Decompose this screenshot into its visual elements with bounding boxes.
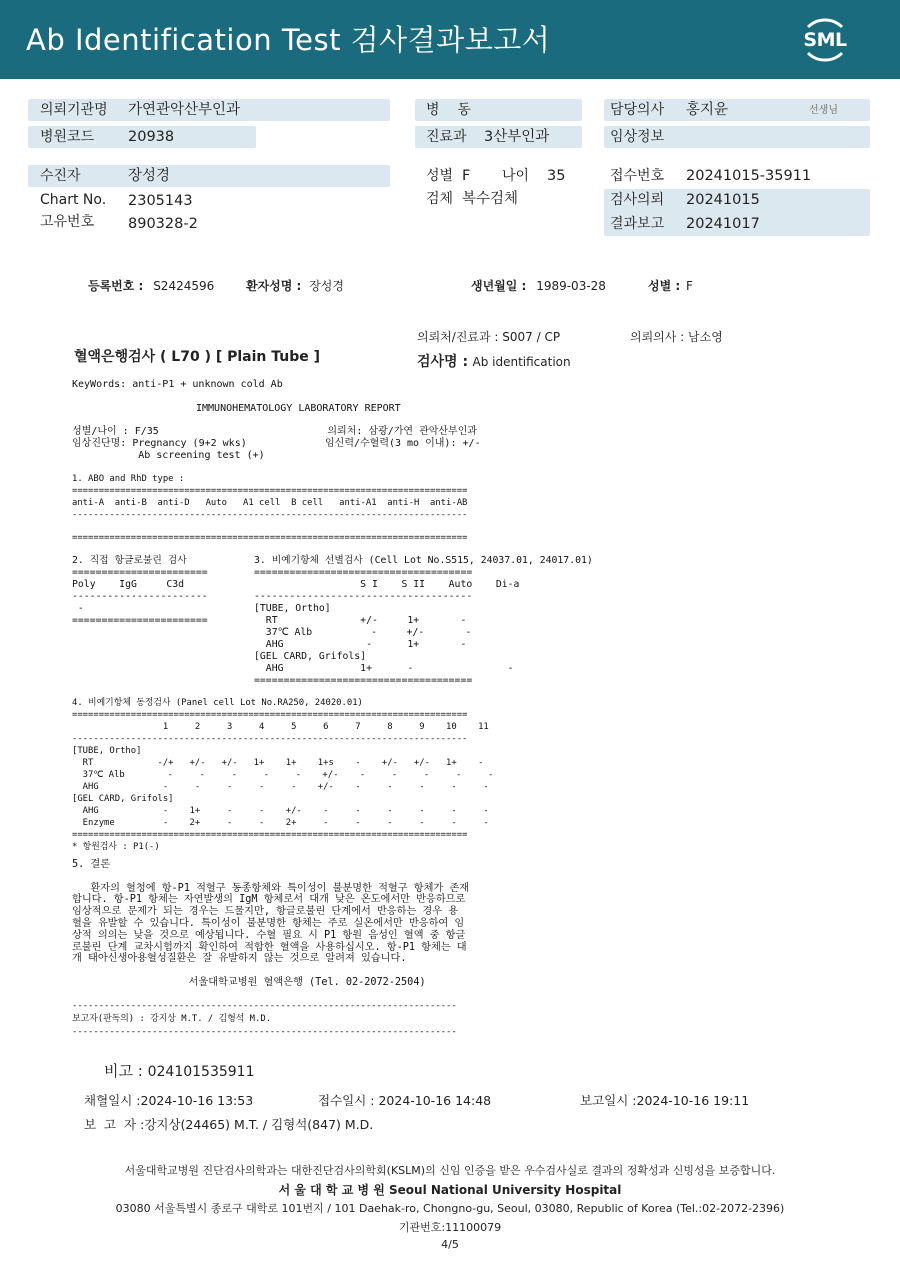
receipt-label: 접수일시 : xyxy=(318,1093,375,1108)
remark-value: 024101535911 xyxy=(147,1064,255,1080)
reg-no-label: 등록번호 : xyxy=(88,279,144,293)
institution-value: 가연관악산부인과 xyxy=(128,102,241,118)
patient-label: 수진자 xyxy=(40,168,81,184)
chart-label: Chart No. xyxy=(40,192,107,208)
report-title: Ab Identification Test 검사결과보고서 xyxy=(26,23,551,57)
sex-value: F xyxy=(462,168,471,184)
screening-block: 3. 비예기항체 선별검사 (Cell Lot No.S515, 24037.01, 24017.01) ===================================== S I S II Auto Di-a ------------------------------------- [TUBE, Ortho] RT +/- 1+ - 37℃ Alb - +/- - AHG - 1+ - [GEL CARD, Grifols] AHG 1+ - - ===================================== xyxy=(254,555,593,686)
organization-number: 기관번호:11100079 xyxy=(398,1221,502,1234)
abo-block: 1. ABO and RhD type : ========================================================================== anti-A anti-B anti-D Auto A1 cell B cell anti-A1 anti-H anti-AB -------------------------------------------------------------------------- xyxy=(72,474,468,520)
hospital-address: 03080 서울특별시 종로구 대학로 101번지 / 101 Daehak-ro, Chongno-gu, Seoul, 03080, Republic of Korea (Tel.:02-2072-2396) xyxy=(115,1202,785,1215)
receipt-value: 2024-10-16 14:48 xyxy=(378,1093,492,1108)
certification-line: 서울대학교병원 진단검사의학과는 대한진단검사의학회(KSLM)의 신임 인증을 받은 우수검사실로 결과의 정확성과 신빙성을 보증합니다. xyxy=(124,1164,776,1177)
doctor-value: 홍지윤 xyxy=(686,102,729,118)
hospital-code-value: 20938 xyxy=(128,129,175,145)
dept-line: 의뢰처/진료과 : S007 / CP xyxy=(417,330,561,344)
age-label: 나이 xyxy=(502,168,530,184)
patient-value: 장성경 xyxy=(128,168,171,184)
dept-label: 진료과 xyxy=(426,129,467,145)
remark-line xyxy=(104,1060,254,1081)
panel-block: 4. 비예기항체 동정검사 (Panel cell Lot No.RA250, 24020.01) ========================================================================== 1 2 3 4 5 6 7 8 9 10 11 -------------------------------------------------------------------------- [TUBE, Ortho] RT -/+ +/- +/- 1+ 1+ 1+s - +/- +/- 1+ - 37℃ Alb - - - - - +/- - - - - - AHG - - - - - +/- - - - - - [GEL CARD, Grifols] AHG - 1+ - - +/- - - - - - - Enzyme - 2+ - - 2+ - - - - - - ========================================================================== * 항원검사 : P1(-) xyxy=(72,698,494,852)
separator-line: ========================================================================== xyxy=(72,533,468,543)
dob-value: 1989-03-28 xyxy=(536,279,606,293)
collect-value: 2024-10-16 13:53 xyxy=(140,1093,254,1108)
remark-label: 비고 : xyxy=(104,1062,143,1080)
uid-value: 890328-2 xyxy=(128,216,198,232)
dat-block: 2. 직접 항글로불린 검사 ======================= Poly IgG C3d ----------------------- - ======================= xyxy=(72,555,208,626)
reg-no-line xyxy=(88,277,214,294)
accession-value: 20241015-35911 xyxy=(686,168,812,184)
dob-label: 생년월일 : xyxy=(471,279,527,293)
scan-sex-label: 성별 : xyxy=(648,279,681,293)
patient-bar xyxy=(28,165,390,187)
report-time-label: 보고일시 : xyxy=(580,1093,637,1108)
collect-label: 채혈일시 : xyxy=(84,1093,141,1108)
specimen-label: 검체 xyxy=(426,191,454,207)
report-date-value: 20241017 xyxy=(686,216,760,232)
ward-label: 병 동 xyxy=(426,102,471,118)
report-date-label: 결과보고 xyxy=(610,216,665,232)
lab-report-title: IMMUNOHEMATOLOGY LABORATORY REPORT xyxy=(196,403,401,414)
scan-sex-value: F xyxy=(686,279,693,293)
age-value: 35 xyxy=(547,168,566,184)
collect-line xyxy=(84,1091,253,1109)
patient-name-line xyxy=(246,277,344,294)
report-time-value: 2024-10-16 19:11 xyxy=(636,1093,750,1108)
reporter-block: ------------------------------------------------------------------------ 보고자(판독의) : 강지상 M.T. / 김형석 M.D. ------------------------------------------------------------------------ xyxy=(72,1001,457,1037)
page-number: 4/5 xyxy=(441,1238,459,1251)
sex-label: 성별 xyxy=(426,168,454,184)
patient-block: 성별/나이 : F/35 의뢰처: 삼광/가연 관악산부인과 임상진단명: Pregnancy (9+2 wks) 임신력/수혈력(3 mo 이내): +/- Ab screening test (+) xyxy=(72,426,481,461)
patient-name-label: 환자성명 : xyxy=(246,279,302,293)
chart-value: 2305143 xyxy=(128,193,193,209)
receipt-line xyxy=(318,1091,491,1109)
request-label: 검사의뢰 xyxy=(610,192,665,208)
sml-logo xyxy=(798,13,852,67)
scan-sex-line xyxy=(648,277,693,294)
hospital-name: 서 울 대 학 교 병 원 Seoul National University Hospital xyxy=(278,1183,622,1197)
hospital-code-label: 병원코드 xyxy=(40,129,95,145)
keywords-line: KeyWords: anti-P1 + unknown cold Ab xyxy=(72,379,283,390)
logo-text: SML xyxy=(803,29,847,51)
report-time-line xyxy=(580,1091,749,1109)
doctor-suffix: 선생님 xyxy=(809,105,838,116)
reporter-line xyxy=(84,1115,373,1133)
exam-name-label: 검사명 : xyxy=(417,354,469,370)
dob-line xyxy=(471,277,606,294)
clinical-label: 임상정보 xyxy=(610,129,665,145)
institution-label: 의뢰기관명 xyxy=(40,102,108,118)
reporter-label: 보 고 자 : xyxy=(84,1117,145,1132)
report-header xyxy=(0,0,900,79)
ref-doctor-line: 의뢰의사 : 남소영 xyxy=(630,330,723,344)
specimen-value: 복수검체 xyxy=(462,191,519,207)
exam-title: 혈액은행검사 ( L70 ) [ Plain Tube ] xyxy=(74,349,321,365)
exam-name-line xyxy=(417,351,571,371)
reg-no-value: S2424596 xyxy=(153,279,215,293)
patient-name-value: 장성경 xyxy=(309,279,344,293)
conclusion-block: 5. 결론 환자의 혈청에 항-P1 적혈구 동종항체와 특이성이 불분명한 적혈구 항체가 존재 합니다. 항-P1 항체는 자연발생의 IgM 항체로서 대개 낮은 온도에서만 반응하므로 임상적으로 문제가 되는 경우는 드물지만, 항글로불린 단계에서 반응하는 경우 용 혈을 유발할 수 있습니다. 특이성이 불분명한 항체는 주로 실온에서만 반응하여 임 상적 의의는 낮을 것으로 예상됩니다. 수혈 필요 시 P1 항원 음성인 혈액 중 항글 로불린 단계 교차시험까지 확인하여 적합한 혈액을 사용하십시오. 항-P1 항체는 대 개 태아신생아용혈성질환은 잘 유발하지 않는 것으로 알려져 있습니다. 서울대학교병원 혈액은행 (Tel. 02-2072-2504) xyxy=(72,859,470,988)
accession-label: 접수번호 xyxy=(610,168,665,184)
request-value: 20241015 xyxy=(686,192,760,208)
doctor-label: 담당의사 xyxy=(610,102,665,118)
exam-name-value: Ab identification xyxy=(472,355,571,369)
dept-value: 3산부인과 xyxy=(484,129,550,145)
reporter-value: 강지상(24465) M.T. / 김형석(847) M.D. xyxy=(144,1117,374,1132)
uid-label: 고유번호 xyxy=(40,214,95,230)
